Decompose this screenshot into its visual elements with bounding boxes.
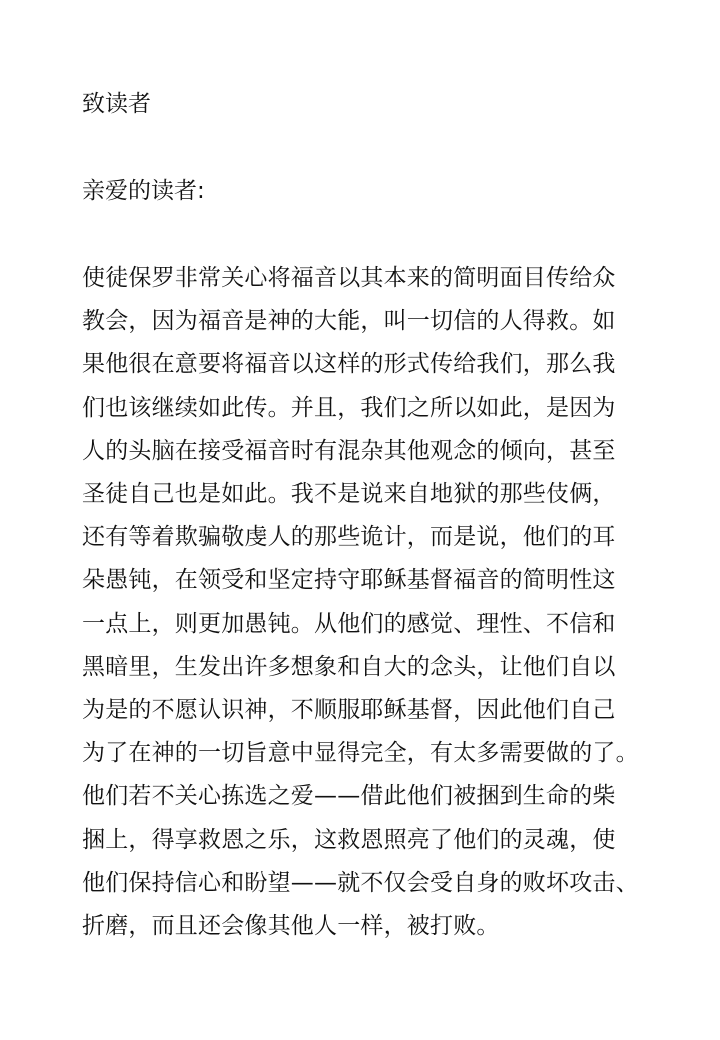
paragraph-line: 还有等着欺骗敬虔人的那些诡计，而是说，他们的耳 bbox=[82, 524, 616, 551]
paragraph-line: 朵愚钝，在领受和坚定持守耶稣基督福音的简明性这 bbox=[82, 567, 616, 594]
paragraph-line: 果他很在意要将福音以这样的形式传给我们，那么我 bbox=[82, 351, 616, 378]
paragraph-line: 捆上，得享救恩之乐，这救恩照亮了他们的灵魂，使 bbox=[82, 826, 616, 853]
paragraph-line: 一点上，则更加愚钝。从他们的感觉、理性、不信和 bbox=[82, 610, 616, 637]
paragraph-line: 他们保持信心和盼望——就不仅会受自身的败坏攻击、 bbox=[82, 869, 639, 896]
paragraph-line: 黑暗里，生发出许多想象和自大的念头，让他们自以 bbox=[82, 653, 616, 680]
paragraph-line: 折磨，而且还会像其他人一样，被打败。 bbox=[82, 913, 500, 940]
salutation: 亲爱的读者: bbox=[82, 178, 205, 204]
paragraph-line: 为是的不愿认识神，不顺服耶稣基督，因此他们自己 bbox=[82, 697, 616, 724]
paragraph-line: 他们若不关心拣选之爱——借此他们被捆到生命的柴 bbox=[82, 783, 616, 810]
paragraph-line: 使徒保罗非常关心将福音以其本来的简明面目传给众 bbox=[82, 265, 616, 291]
body-paragraph bbox=[82, 257, 712, 948]
paragraph-line: 圣徒自己也是如此。我不是说来自地狱的那些伎俩， bbox=[82, 481, 616, 508]
paragraph-line: 为了在神的一切旨意中显得完全，有太多需要做的了。 bbox=[82, 740, 639, 767]
paragraph-line: 教会，因为福音是神的大能，叫一切信的人得救。如 bbox=[82, 308, 616, 335]
page-title: 致读者 bbox=[82, 91, 151, 117]
paragraph-line: 们也该继续如此传。并且，我们之所以如此，是因为 bbox=[82, 394, 616, 421]
paragraph-line: 人的头脑在接受福音时有混杂其他观念的倾向，甚至 bbox=[82, 437, 616, 464]
